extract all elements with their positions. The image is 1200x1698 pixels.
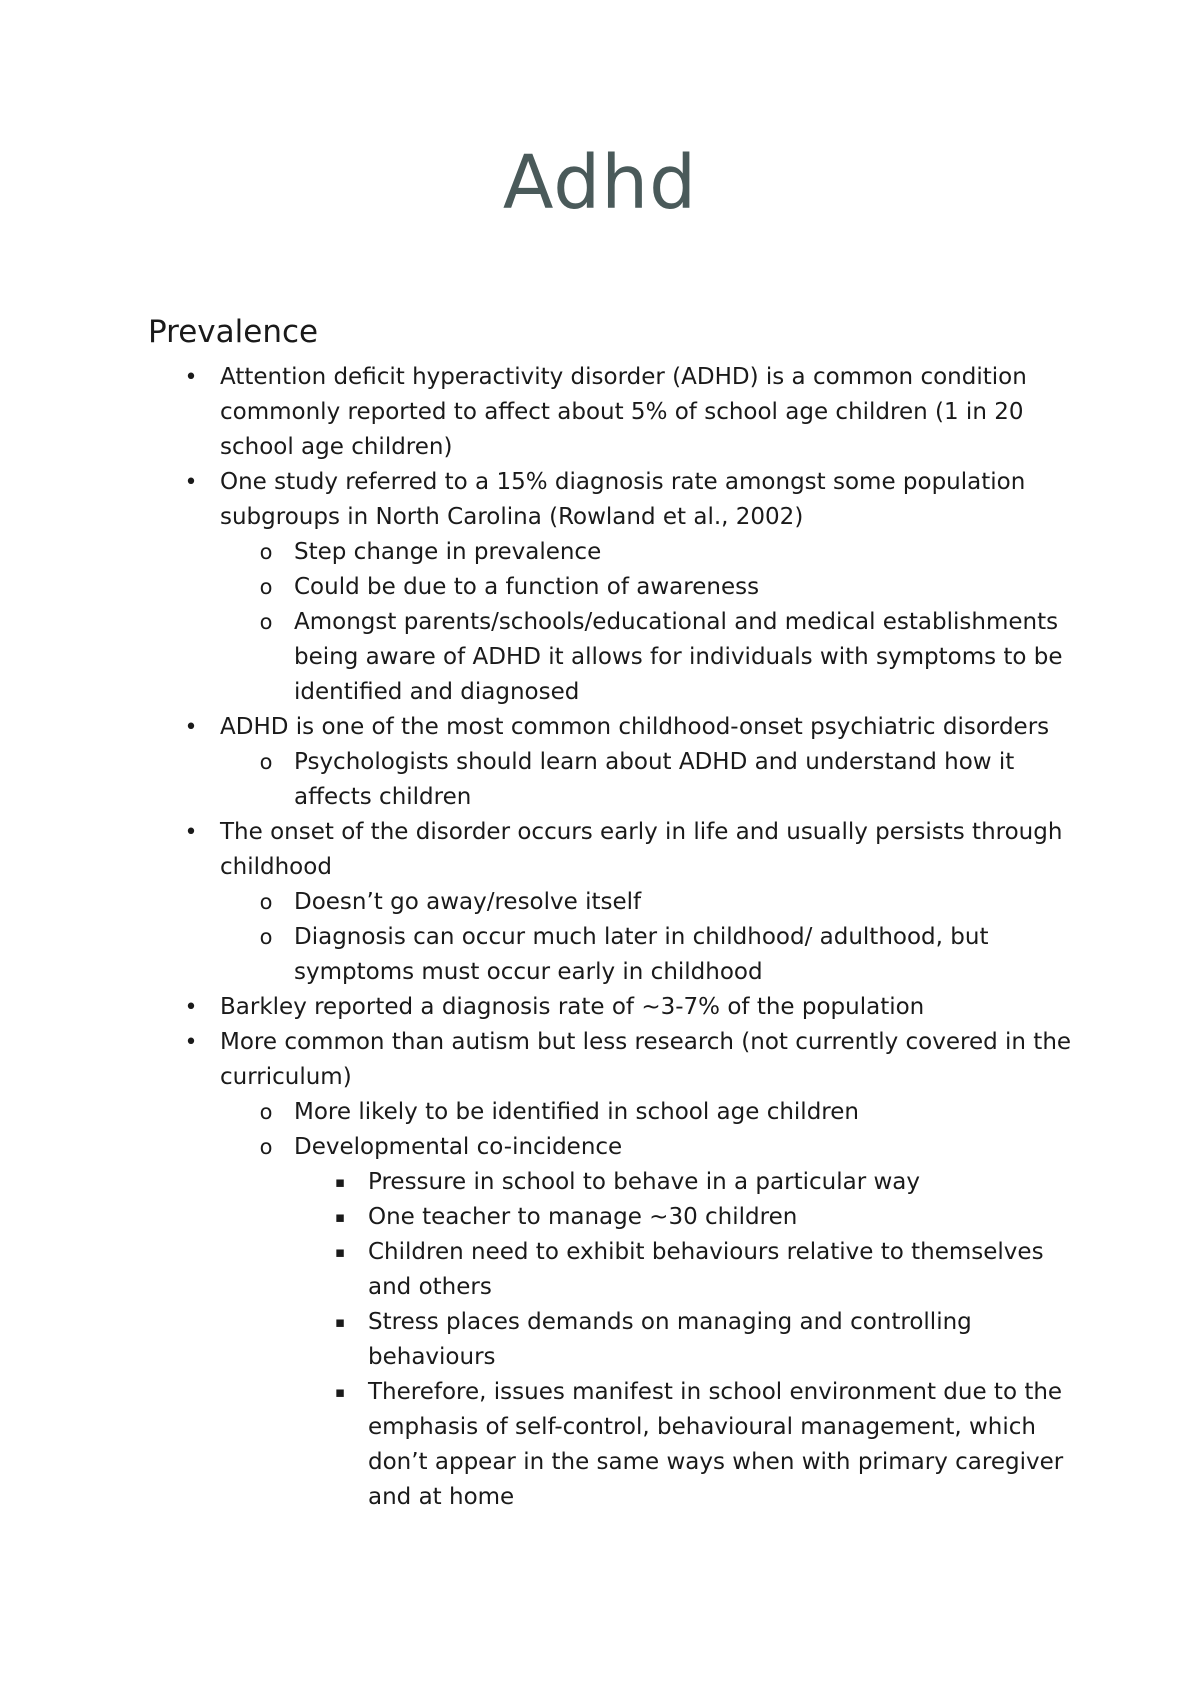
sub-sub-list-item — [331, 1165, 1078, 1200]
nested-bullet-list — [331, 1165, 1078, 1515]
sub-sub-list-item — [331, 1235, 1078, 1305]
item-text: Stress places demands on managing and controlling behaviours — [368, 1309, 972, 1370]
item-text: Psychologists should learn about ADHD and understand how it affects children — [294, 749, 1015, 810]
bullet-circle-icon: o — [259, 890, 273, 914]
bullet-dot-icon: • — [184, 820, 198, 845]
sub-list-item — [257, 920, 1078, 990]
item-text: Pressure in school to behave in a particular way — [368, 1169, 920, 1195]
bullet-circle-icon: o — [259, 610, 273, 634]
list-item — [148, 710, 1078, 815]
item-text: The onset of the disorder occurs early in life and usually persists through childhood — [220, 819, 1063, 880]
item-text: More common than autism but less research (not currently covered in the curriculum) — [220, 1029, 1072, 1090]
bullet-dot-icon: • — [184, 470, 198, 495]
bullet-square-icon: ▪ — [334, 1383, 346, 1401]
item-text: Therefore, issues manifest in school environment due to the emphasis of self-control, behavioural management, which don’t appear in the same ways when with primary caregiver and at home — [368, 1379, 1064, 1510]
item-text: Amongst parents/schools/educational and medical establishments being aware of ADHD it allows for individuals with symptoms to be identified and diagnosed — [294, 609, 1063, 705]
item-text: Could be due to a function of awareness — [294, 574, 760, 600]
bullet-list-container — [148, 360, 1078, 1515]
document-title: Adhd — [502, 140, 698, 226]
sub-list-item — [257, 570, 1078, 605]
item-text: More likely to be identified in school age children — [294, 1099, 859, 1125]
sub-sub-list-item — [331, 1305, 1078, 1375]
bullet-dot-icon: • — [184, 995, 198, 1020]
sub-list-item — [257, 885, 1078, 920]
item-text: ADHD is one of the most common childhood-onset psychiatric disorders — [220, 714, 1050, 740]
bullet-circle-icon: o — [259, 750, 273, 774]
bullet-list — [148, 360, 1078, 1515]
item-text: Children need to exhibit behaviours relative to themselves and others — [368, 1239, 1044, 1300]
list-item — [148, 815, 1078, 990]
bullet-dot-icon: • — [184, 365, 198, 390]
list-item — [148, 465, 1078, 710]
list-item — [148, 990, 1078, 1025]
bullet-square-icon: ▪ — [334, 1243, 346, 1261]
item-text: One teacher to manage ~30 children — [368, 1204, 798, 1230]
item-text: Diagnosis can occur much later in childhood/ adulthood, but symptoms must occur early in childhood — [294, 924, 989, 985]
bullet-square-icon: ▪ — [334, 1313, 346, 1331]
sub-sub-list-item — [331, 1375, 1078, 1515]
item-text: Attention deficit hyperactivity disorder (ADHD) is a common condition commonly reported to affect about 5% of school age children (1 in 20 school age children) — [220, 364, 1027, 460]
item-text: Developmental co-incidence — [294, 1134, 623, 1160]
bullet-dot-icon: • — [184, 1030, 198, 1055]
sub-list-item — [257, 605, 1078, 710]
sub-sub-list-item — [331, 1200, 1078, 1235]
item-text: One study referred to a 15% diagnosis rate amongst some population subgroups in North Carolina (Rowland et al., 2002) — [220, 469, 1026, 530]
list-item — [148, 1025, 1078, 1515]
nested-bullet-list — [257, 1095, 1078, 1515]
bullet-square-icon: ▪ — [334, 1173, 346, 1191]
list-item — [148, 360, 1078, 465]
nested-bullet-list — [257, 745, 1078, 815]
bullet-circle-icon: o — [259, 540, 273, 564]
sub-list-item — [257, 745, 1078, 815]
item-text: Step change in prevalence — [294, 539, 602, 565]
bullet-dot-icon: • — [184, 715, 198, 740]
sub-list-item — [257, 1095, 1078, 1130]
sub-list-item — [257, 1130, 1078, 1515]
bullet-circle-icon: o — [259, 925, 273, 949]
nested-bullet-list — [257, 885, 1078, 990]
section-heading: Prevalence — [148, 314, 319, 350]
item-text: Barkley reported a diagnosis rate of ~3-7% of the population — [220, 994, 925, 1020]
item-text: Doesn’t go away/resolve itself — [294, 889, 642, 915]
bullet-circle-icon: o — [259, 575, 273, 599]
bullet-square-icon: ▪ — [334, 1208, 346, 1226]
nested-bullet-list — [257, 535, 1078, 710]
bullet-circle-icon: o — [259, 1135, 273, 1159]
bullet-circle-icon: o — [259, 1100, 273, 1124]
sub-list-item — [257, 535, 1078, 570]
